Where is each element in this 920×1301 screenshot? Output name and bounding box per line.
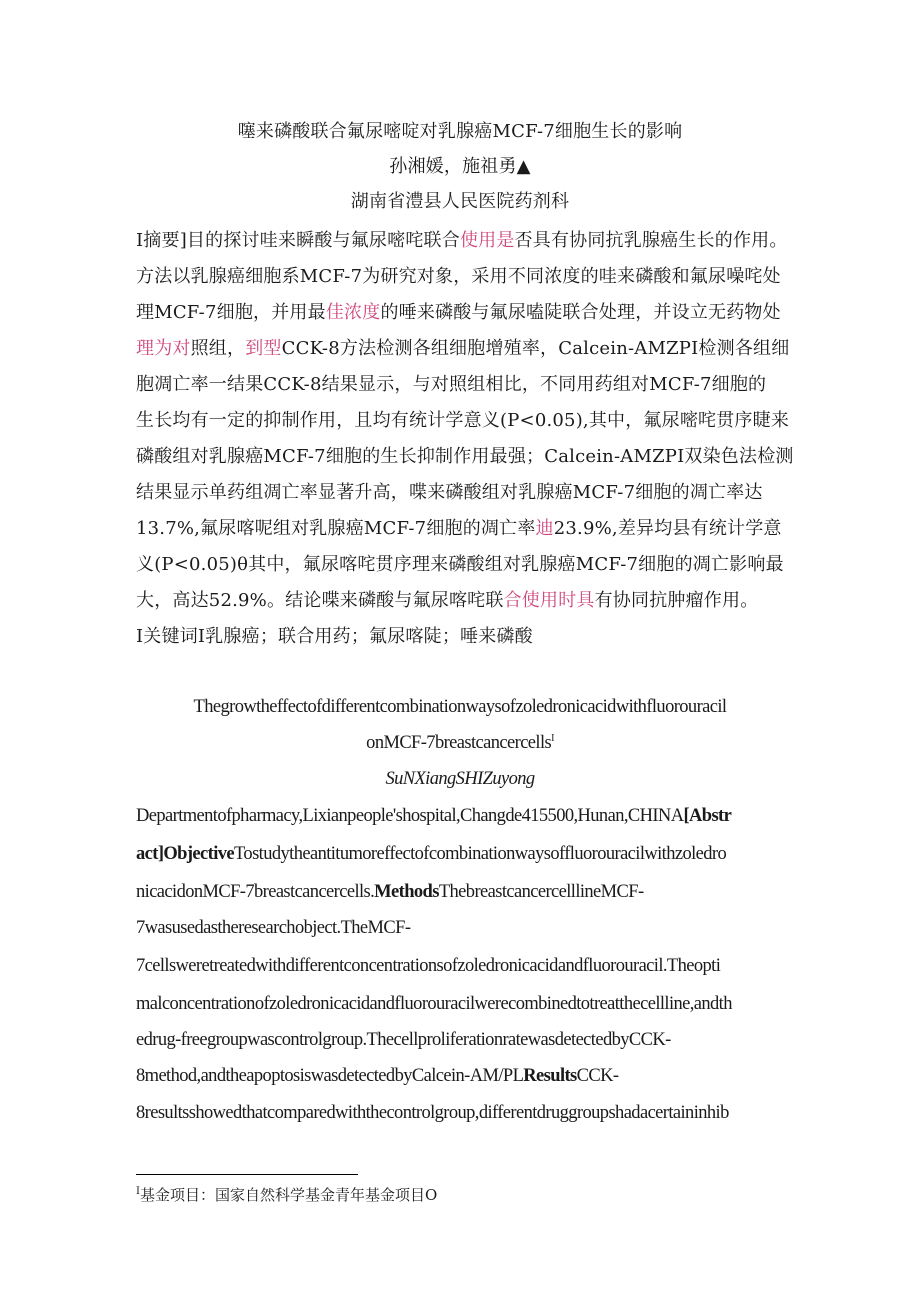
abstract-cn-line: 方法以乳腺癌细胞系MCF-7为研究对象，采用不同浓度的哇来磷酸和氟尿噪咤处 (136, 266, 781, 287)
footnote-marker[interactable]: I (551, 732, 554, 744)
abstract-cn-line: 理为对照组，到型CCK-8方法检测各组细胞增殖率，Calcein-AMZPI检测各组细 (136, 338, 790, 359)
abstract-cn-line: 大，高达52.9%。结论喋来磷酸与氟尿喀咤联合使用时具有协同抗肿瘤作用。 (136, 590, 759, 611)
english-abstract-line: edrug-freegroupwascontrolgroup.ThecellproliferationratewasdetectedbyCCK- (136, 1030, 671, 1050)
abstract-cn-line: 结果显示单药组凋亡率显著升高，喋来磷酸组对乳腺癌MCF-7细胞的凋亡率达 (136, 482, 763, 503)
english-title: Thegrowtheffectofdifferentcombinationwaysofzoledronicacidwithfluorouracil (193, 697, 727, 717)
english-abstract-line: 7wasusedastheresearchobject.TheMCF- (136, 918, 411, 938)
abstract-cn-line: 理MCF-7细胞，并用最佳浓度的唾来磷酸与氟尿嗑陡联合处理，并设立无药物处 (136, 302, 781, 323)
english-abstract-line: 8method,andtheapoptosiswasdetectedbyCalcein-AM/PLResultsCCK- (136, 1066, 619, 1086)
english-abstract-line: malconcentrationofzoledronicacidandfluorouracilwerecombinedtotreatthecellline,andth (136, 994, 732, 1014)
english-authors: SuNXiangSHIZuyong (385, 769, 535, 789)
page-title: 噻来磷酸联合氟尿嘧啶对乳腺癌MCF-7细胞生长的影响 (237, 121, 683, 142)
abstract-cn-line: 义(P<0.05)θ其中，氟尿喀咤贯序理来磷酸组对乳腺癌MCF-7细胞的凋亡影响最 (136, 554, 784, 575)
abstract-cn-line: 13.7%,氟尿喀呢组对乳腺癌MCF-7细胞的凋亡率迪23.9%,差异均县有统计学意 (136, 518, 782, 539)
english-abstract-line: 7cellsweretreatedwithdifferentconcentrationsofzoledronicacidandfluorouracil.Theopti (136, 956, 721, 976)
abstract-cn-line: 磷酸组对乳腺癌MCF-7细胞的生长抑制作用最强；Calcein-AMZPI双染色法检测 (136, 446, 794, 467)
abstract-cn-line: I摘要]目的探讨哇来瞬酸与氟尿嘧咤联合使用是否具有协同抗乳腺癌生长的作用。 (136, 230, 788, 251)
english-abstract-line: act]ObjectiveTostudytheantitumoreffectofcombinationwaysoffluorouracilwithzoledro (136, 844, 727, 864)
abstract-cn-line: 生长均有一定的抑制作用，且均有统计学意义(P<0.05),其中，氟尿嘧咤贯序睫来 (136, 410, 790, 431)
english-abstract-line: nicacidonMCF-7breastcancercells.MethodsThebreastcancercelllineMCF- (136, 882, 644, 902)
footnote: $^I$基金项目：国家自然科学基金青年基金项目O (136, 1186, 438, 1204)
abstract-cn-line: 胞凋亡率一结果CCK-8结果显示，与对照组相比，不同用药组对MCF-7细胞的 (136, 374, 767, 395)
footnote-divider (136, 1174, 358, 1175)
authors: 孙湘媛，施祖勇▲ (389, 156, 531, 177)
keywords-cn: I关键词I乳腺癌；联合用药；氟尿喀陡；唾来磷酸 (136, 626, 533, 647)
english-title-2: onMCF-7breastcancercells$^I$ (366, 732, 554, 753)
affiliation: 湖南省澧县人民医院药剂科 (350, 191, 570, 212)
english-abstract-line: Departmentofpharmacy,Lixianpeople'shospital,Changde415500,Hunan,CHINA[Abstr (136, 806, 732, 826)
english-abstract-line: 8resultsshowedthatcomparedwiththecontrolgroup,differentdruggroupshadacertaininhib (136, 1103, 729, 1123)
